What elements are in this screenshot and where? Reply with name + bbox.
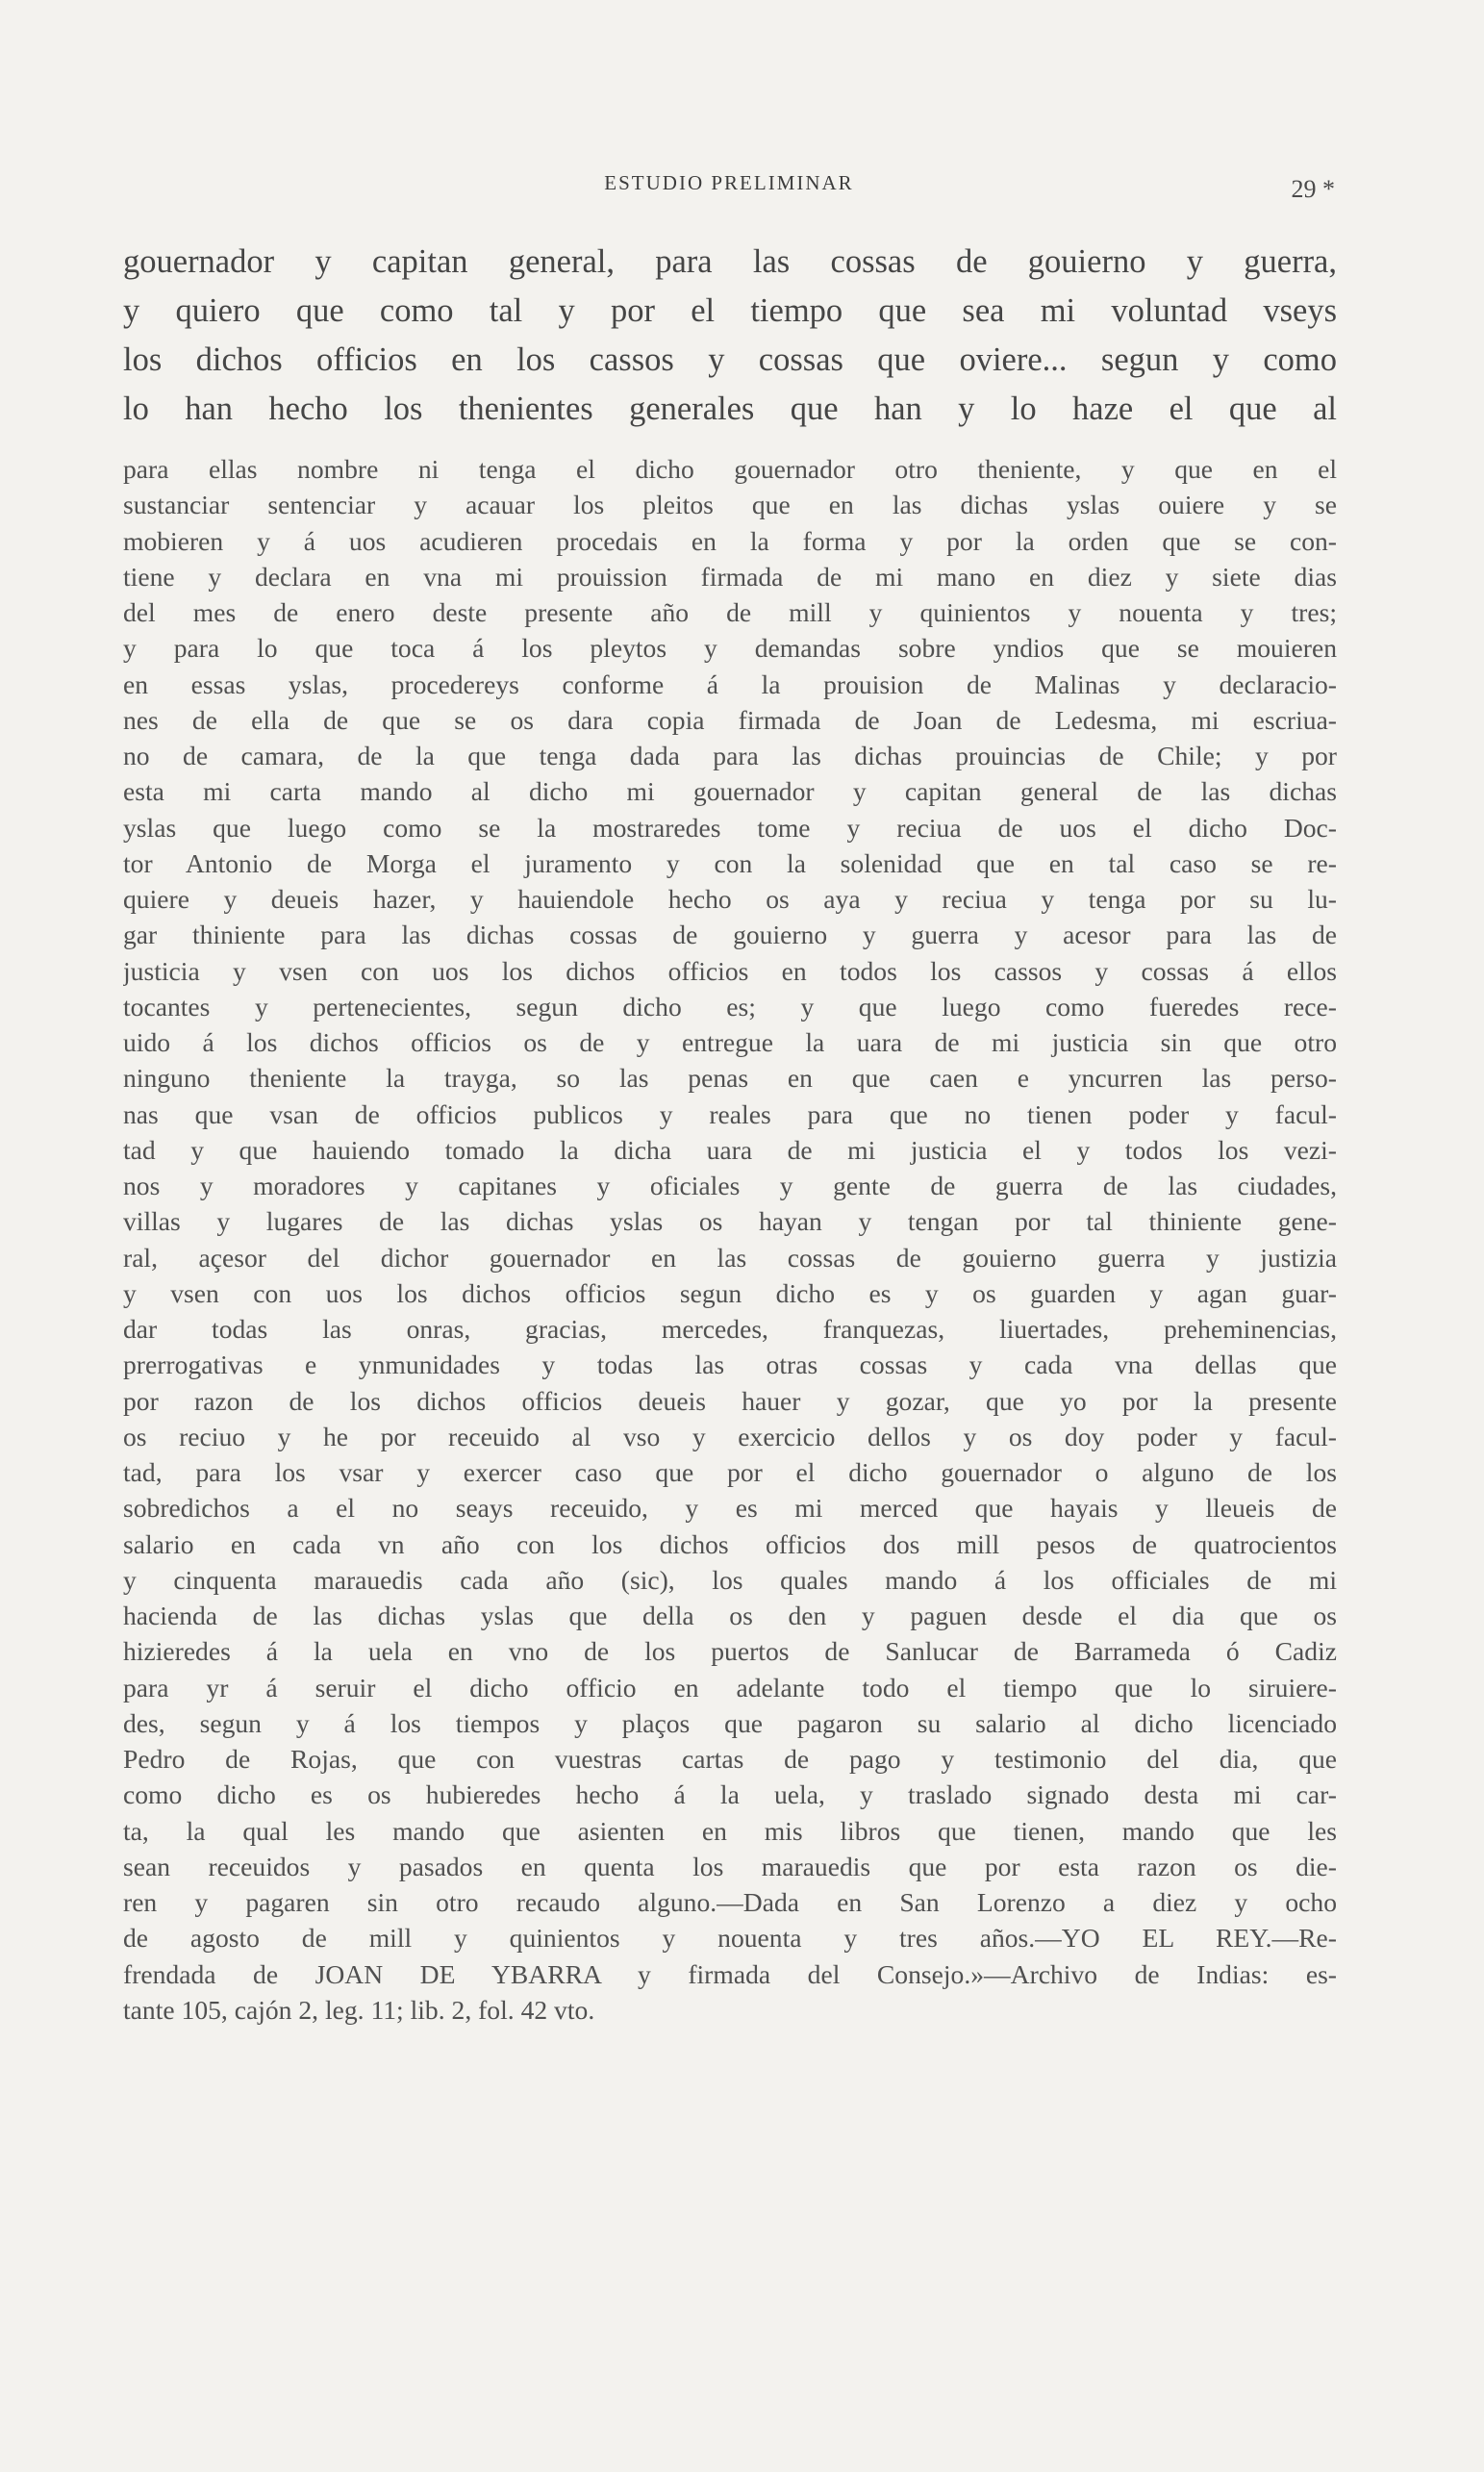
body-line: tad y que hauiendo tomado la dicha uara de mi justicia el y todos los vezi- <box>123 1134 1337 1165</box>
intro-line: gouernador y capitan general, para las cossas de gouierno y guerra, <box>123 243 1337 280</box>
body-line: del mes de enero deste presente año de mill y quinientos y nouenta y tres; <box>123 597 1337 627</box>
body-line: mobieren y á uos acudieren procedais en la forma y por la orden que se con- <box>123 525 1337 556</box>
body-line: no de camara, de la que tenga dada para las dichas prouincias de Chile; y por <box>123 741 1337 770</box>
body-line: justicia y vsen con uos los dichos officios en todos los cassos y cossas á ellos <box>123 955 1337 986</box>
body-line: Pedro de Rojas, que con vuestras cartas de pago y testimonio del dia, que <box>123 1744 1337 1774</box>
page-number: 29 * <box>1291 175 1335 203</box>
body-line: ta, la qual les mando que asienten en mis libros que tienen, mando que les <box>123 1815 1337 1846</box>
body-line: sobredichos a el no seays receuido, y es mi merced que hayais y lleueis de <box>123 1493 1337 1524</box>
body-line: y para lo que toca á los pleytos y demandas sobre yndios que se mouieren <box>123 633 1337 664</box>
body-line: hizieredes á la uela en vno de los puertos de Sanlucar de Barrameda ó Cadiz <box>123 1636 1337 1667</box>
body-line: tante 105, cajón 2, leg. 11; lib. 2, fol. 42 vto. <box>123 1994 595 2025</box>
body-line: tiene y declara en vna mi prouission firmada de mi mano en diez y siete dias <box>123 561 1337 592</box>
body-line: ninguno theniente la trayga, so las penas en que caen e yncurren las perso- <box>123 1063 1337 1094</box>
body-line: nos y moradores y capitanes y oficiales y gente de guerra de las ciudades, <box>123 1171 1337 1200</box>
body-line: sean receuidos y pasados en quenta los marauedis que por esta razon os die- <box>123 1851 1337 1881</box>
intro-line: los dichos officios en los cassos y cossas que oviere... segun y como <box>123 341 1337 378</box>
body-line: salario en cada vn año con los dichos officios dos mill pesos de quatrocientos <box>123 1528 1337 1559</box>
body-line: de agosto de mill y quinientos y nouenta y tres años.—YO EL REY.—Re- <box>123 1923 1337 1954</box>
body-line: ren y pagaren sin otro recaudo alguno.—Dada en San Lorenzo a diez y ocho <box>123 1887 1337 1917</box>
body-line: para ellas nombre ni tenga el dicho gouernador otro theniente, y que en el <box>123 454 1337 484</box>
running-title: ESTUDIO PRELIMINAR <box>604 171 854 194</box>
body-line: yslas que luego como se la mostraredes tome y reciua de uos el dicho Doc- <box>123 812 1337 843</box>
body-line: uido á los dichos officios os de y entregue la uara de mi justicia sin que otro <box>123 1027 1337 1057</box>
body-line: y cinquenta marauedis cada año (sic), los quales mando á los officiales de mi <box>123 1564 1337 1595</box>
body-line: sustanciar sentenciar y acauar los pleitos que en las dichas yslas ouiere y se <box>123 490 1337 520</box>
body-line: nes de ella de que se os dara copia firmada de Joan de Ledesma, mi escriua- <box>123 704 1337 735</box>
body-line: frendada de JOAN DE YBARRA y firmada del Consejo.»—Archivo de Indias: es- <box>123 1958 1337 1989</box>
body-line: en essas yslas, procedereys conforme á la prouision de Malinas y declaracio- <box>123 668 1337 699</box>
body-line: des, segun y á los tiempos y plaços que pagaron su salario al dicho licenciado <box>123 1707 1337 1738</box>
body-line: como dicho es os hubieredes hecho á la uela, y traslado signado desta mi car- <box>123 1779 1337 1810</box>
intro-line: y quiero que como tal y por el tiempo que sea mi voluntad vseys <box>123 292 1337 329</box>
body-line: esta mi carta mando al dicho mi gouernador y capitan general de las dichas <box>123 776 1337 807</box>
body-line: y vsen con uos los dichos officios segun dicho es y os guarden y agan guar- <box>123 1277 1337 1308</box>
body-line: villas y lugares de las dichas yslas os hayan y tengan por tal thiniente gene- <box>123 1206 1337 1237</box>
body-line: prerrogativas e ynmunidades y todas las otras cossas y cada vna dellas que <box>123 1350 1337 1380</box>
body-line: hacienda de las dichas yslas que della os den y paguen desde el dia que os <box>123 1601 1337 1630</box>
running-head <box>123 171 1335 210</box>
body-line: os reciuo y he por receuido al vso y exercicio dellos y os doy poder y facul- <box>123 1421 1337 1451</box>
intro-paragraph <box>123 238 1337 434</box>
intro-line: lo han hecho los thenientes generales que han y lo haze el que al <box>123 391 1337 427</box>
body-line: ral, açesor del dichor gouernador en las cossas de gouierno guerra y justizia <box>123 1242 1337 1273</box>
body-line: dar todas las onras, gracias, mercedes, franquezas, liuertades, preheminencias, <box>123 1314 1337 1344</box>
body-line: tocantes y pertenecientes, segun dicho es; y que luego como fueredes rece- <box>123 991 1337 1022</box>
body-line: tor Antonio de Morga el juramento y con la solenidad que en tal caso se re- <box>123 847 1337 878</box>
body-line: tad, para los vsar y exercer caso que por el dicho gouernador o alguno de los <box>123 1457 1337 1487</box>
quoted-document-text <box>123 451 1337 2028</box>
body-line: quiere y deueis hazer, y hauiendole hecho os aya y reciua y tenga por su lu- <box>123 884 1337 914</box>
body-line: gar thiniente para las dichas cossas de gouierno y guerra y acesor para las de <box>123 920 1337 950</box>
body-line: por razon de los dichos officios deueis hauer y gozar, que yo por la presente <box>123 1385 1337 1416</box>
body-line: para yr á seruir el dicho officio en adelante todo el tiempo que lo siruiere- <box>123 1672 1337 1703</box>
body-line: nas que vsan de officios publicos y reales para que no tienen poder y facul- <box>123 1098 1337 1129</box>
